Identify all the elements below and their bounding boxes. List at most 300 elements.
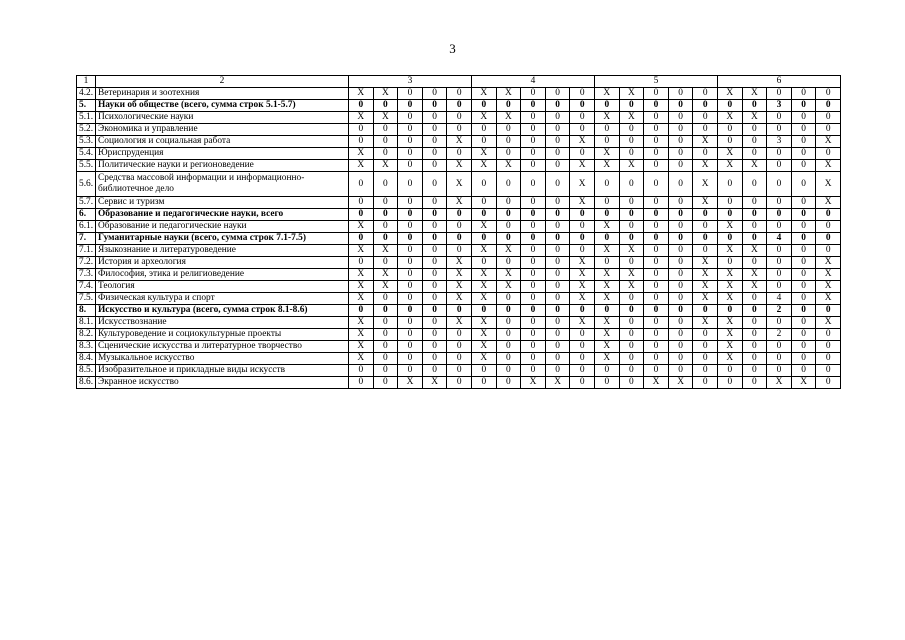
- value-cell: 0: [742, 100, 767, 112]
- value-cell: X: [718, 245, 743, 257]
- value-cell: 0: [742, 209, 767, 221]
- value-cell: X: [742, 88, 767, 100]
- value-cell: 0: [644, 281, 669, 293]
- value-cell: X: [595, 317, 620, 329]
- value-cell: X: [447, 172, 472, 197]
- value-cell: 0: [545, 124, 570, 136]
- table-row: [77, 100, 841, 112]
- value-cell: 0: [619, 100, 644, 112]
- value-cell: X: [816, 269, 841, 281]
- value-cell: 0: [398, 245, 423, 257]
- value-cell: 0: [742, 136, 767, 148]
- value-cell: 0: [791, 221, 816, 233]
- value-cell: X: [349, 293, 374, 305]
- value-cell: 0: [398, 124, 423, 136]
- value-cell: 0: [570, 221, 595, 233]
- value-cell: 0: [570, 305, 595, 317]
- value-cell: 0: [545, 329, 570, 341]
- value-cell: 0: [693, 353, 718, 365]
- value-cell: 0: [644, 233, 669, 245]
- row-number: 8.3.: [77, 341, 96, 353]
- value-cell: X: [570, 269, 595, 281]
- value-cell: 0: [422, 197, 447, 209]
- value-cell: 0: [545, 245, 570, 257]
- value-cell: 0: [545, 100, 570, 112]
- value-cell: X: [693, 172, 718, 197]
- value-cell: 0: [644, 305, 669, 317]
- value-cell: X: [496, 269, 521, 281]
- value-cell: X: [742, 269, 767, 281]
- value-cell: X: [644, 377, 669, 389]
- row-label: Образование и педагогические науки, всего: [96, 209, 349, 221]
- value-cell: 0: [349, 365, 374, 377]
- value-cell: 0: [644, 353, 669, 365]
- value-cell: 0: [693, 88, 718, 100]
- value-cell: 0: [595, 172, 620, 197]
- value-cell: 0: [570, 377, 595, 389]
- value-cell: 0: [791, 305, 816, 317]
- value-cell: 0: [791, 197, 816, 209]
- value-cell: 0: [472, 197, 497, 209]
- value-cell: 0: [718, 365, 743, 377]
- value-cell: X: [447, 160, 472, 172]
- value-cell: 0: [595, 365, 620, 377]
- value-cell: 0: [521, 209, 546, 221]
- value-cell: X: [373, 160, 398, 172]
- value-cell: 0: [791, 88, 816, 100]
- row-number: 5.6.: [77, 172, 96, 197]
- value-cell: X: [373, 88, 398, 100]
- value-cell: 0: [398, 136, 423, 148]
- value-cell: 0: [668, 245, 693, 257]
- value-cell: 0: [398, 305, 423, 317]
- value-cell: 0: [422, 353, 447, 365]
- table-row: [77, 317, 841, 329]
- value-cell: X: [693, 269, 718, 281]
- value-cell: 0: [521, 281, 546, 293]
- value-cell: X: [447, 281, 472, 293]
- value-cell: 0: [472, 257, 497, 269]
- value-cell: 0: [496, 197, 521, 209]
- value-cell: 0: [693, 209, 718, 221]
- value-cell: X: [816, 293, 841, 305]
- value-cell: 0: [767, 197, 792, 209]
- table-row: [77, 172, 841, 197]
- value-cell: 0: [619, 365, 644, 377]
- value-cell: 0: [398, 112, 423, 124]
- value-cell: X: [472, 160, 497, 172]
- row-label: Физическая культура и спорт: [96, 293, 349, 305]
- value-cell: X: [742, 245, 767, 257]
- value-cell: 0: [644, 245, 669, 257]
- value-cell: 0: [767, 341, 792, 353]
- row-label: Языкознание и литературоведение: [96, 245, 349, 257]
- table-row: [77, 329, 841, 341]
- value-cell: 0: [791, 136, 816, 148]
- value-cell: 0: [644, 112, 669, 124]
- value-cell: X: [472, 269, 497, 281]
- row-number: 8.1.: [77, 317, 96, 329]
- value-cell: 0: [619, 293, 644, 305]
- value-cell: 0: [496, 341, 521, 353]
- row-number: 6.1.: [77, 221, 96, 233]
- value-cell: 0: [619, 209, 644, 221]
- value-cell: 0: [791, 100, 816, 112]
- value-cell: 0: [767, 269, 792, 281]
- value-cell: X: [742, 160, 767, 172]
- value-cell: 0: [791, 353, 816, 365]
- value-cell: X: [422, 377, 447, 389]
- value-cell: 0: [373, 293, 398, 305]
- value-cell: 0: [791, 245, 816, 257]
- value-cell: 0: [742, 124, 767, 136]
- value-cell: 0: [668, 293, 693, 305]
- value-cell: 2: [767, 329, 792, 341]
- value-cell: X: [349, 112, 374, 124]
- row-label: Теология: [96, 281, 349, 293]
- table-row: [77, 365, 841, 377]
- value-cell: X: [816, 197, 841, 209]
- value-cell: 0: [619, 233, 644, 245]
- value-cell: 0: [718, 305, 743, 317]
- value-cell: 0: [496, 136, 521, 148]
- value-cell: 0: [545, 112, 570, 124]
- value-cell: X: [693, 257, 718, 269]
- row-label: Науки об обществе (всего, сумма строк 5.1-5.7): [96, 100, 349, 112]
- value-cell: 0: [693, 365, 718, 377]
- value-cell: X: [349, 341, 374, 353]
- value-cell: 0: [742, 329, 767, 341]
- value-cell: 0: [521, 172, 546, 197]
- value-cell: 0: [545, 221, 570, 233]
- header-cell: 2: [96, 76, 349, 88]
- value-cell: X: [570, 257, 595, 269]
- row-label: Философия, этика и религиоведение: [96, 269, 349, 281]
- value-cell: X: [816, 172, 841, 197]
- value-cell: 0: [742, 293, 767, 305]
- value-cell: X: [349, 353, 374, 365]
- value-cell: 0: [545, 269, 570, 281]
- value-cell: X: [595, 245, 620, 257]
- value-cell: X: [496, 112, 521, 124]
- value-cell: 0: [496, 100, 521, 112]
- value-cell: 0: [398, 317, 423, 329]
- value-cell: 0: [767, 317, 792, 329]
- value-cell: X: [595, 329, 620, 341]
- value-cell: 0: [693, 329, 718, 341]
- value-cell: X: [447, 197, 472, 209]
- value-cell: X: [570, 317, 595, 329]
- value-cell: 0: [619, 329, 644, 341]
- header-cell: 1: [77, 76, 96, 88]
- value-cell: 0: [496, 293, 521, 305]
- value-cell: 0: [742, 377, 767, 389]
- row-number: 5.4.: [77, 148, 96, 160]
- value-cell: X: [496, 160, 521, 172]
- value-cell: 0: [398, 293, 423, 305]
- value-cell: X: [619, 112, 644, 124]
- value-cell: 0: [422, 112, 447, 124]
- table-row: [77, 245, 841, 257]
- value-cell: X: [718, 160, 743, 172]
- value-cell: 0: [496, 353, 521, 365]
- value-cell: 0: [472, 124, 497, 136]
- value-cell: X: [570, 197, 595, 209]
- value-cell: X: [472, 148, 497, 160]
- value-cell: 0: [521, 148, 546, 160]
- value-cell: 0: [767, 209, 792, 221]
- value-cell: 0: [644, 257, 669, 269]
- value-cell: 0: [644, 124, 669, 136]
- value-cell: 0: [545, 365, 570, 377]
- value-cell: 0: [521, 136, 546, 148]
- value-cell: 0: [422, 257, 447, 269]
- value-cell: X: [595, 221, 620, 233]
- value-cell: 0: [570, 245, 595, 257]
- value-cell: 0: [496, 209, 521, 221]
- row-label: История и археология: [96, 257, 349, 269]
- value-cell: 0: [472, 209, 497, 221]
- value-cell: 0: [644, 100, 669, 112]
- value-cell: 0: [545, 209, 570, 221]
- value-cell: 0: [349, 377, 374, 389]
- value-cell: 0: [472, 172, 497, 197]
- value-cell: 0: [349, 136, 374, 148]
- row-label: Политические науки и регионоведение: [96, 160, 349, 172]
- value-cell: 0: [816, 233, 841, 245]
- value-cell: 0: [545, 317, 570, 329]
- value-cell: 0: [742, 365, 767, 377]
- row-label: Юриспруденция: [96, 148, 349, 160]
- value-cell: 0: [742, 341, 767, 353]
- value-cell: 0: [373, 148, 398, 160]
- value-cell: 0: [545, 293, 570, 305]
- value-cell: 0: [619, 197, 644, 209]
- value-cell: 0: [521, 160, 546, 172]
- value-cell: X: [447, 257, 472, 269]
- value-cell: X: [349, 221, 374, 233]
- value-cell: X: [373, 112, 398, 124]
- value-cell: 0: [521, 100, 546, 112]
- row-label: Музыкальное искусство: [96, 353, 349, 365]
- value-cell: X: [718, 221, 743, 233]
- value-cell: X: [447, 293, 472, 305]
- value-cell: 0: [816, 88, 841, 100]
- value-cell: 0: [644, 221, 669, 233]
- value-cell: 0: [668, 281, 693, 293]
- value-cell: 0: [718, 209, 743, 221]
- value-cell: X: [521, 377, 546, 389]
- value-cell: 0: [742, 317, 767, 329]
- value-cell: 0: [742, 172, 767, 197]
- value-cell: 0: [373, 257, 398, 269]
- value-cell: X: [545, 377, 570, 389]
- value-cell: X: [496, 281, 521, 293]
- value-cell: 0: [816, 365, 841, 377]
- value-cell: 0: [422, 341, 447, 353]
- value-cell: 0: [398, 341, 423, 353]
- value-cell: 0: [398, 329, 423, 341]
- value-cell: 0: [693, 233, 718, 245]
- value-cell: 0: [595, 136, 620, 148]
- value-cell: 0: [398, 269, 423, 281]
- value-cell: 0: [619, 305, 644, 317]
- value-cell: 0: [496, 148, 521, 160]
- value-cell: 0: [644, 329, 669, 341]
- value-cell: X: [496, 245, 521, 257]
- value-cell: 0: [472, 365, 497, 377]
- value-cell: 0: [791, 341, 816, 353]
- value-cell: 0: [668, 88, 693, 100]
- value-cell: X: [472, 112, 497, 124]
- value-cell: 0: [521, 329, 546, 341]
- table-row: [77, 269, 841, 281]
- header-cell: 6: [718, 76, 841, 88]
- value-cell: 0: [816, 245, 841, 257]
- value-cell: 0: [668, 148, 693, 160]
- value-cell: 0: [767, 353, 792, 365]
- value-cell: 0: [447, 365, 472, 377]
- value-cell: 0: [668, 257, 693, 269]
- value-cell: 0: [398, 197, 423, 209]
- value-cell: 0: [644, 197, 669, 209]
- value-cell: 0: [791, 365, 816, 377]
- value-cell: 0: [767, 172, 792, 197]
- value-cell: 0: [545, 257, 570, 269]
- value-cell: 0: [767, 148, 792, 160]
- value-cell: 0: [595, 257, 620, 269]
- table-row: [77, 160, 841, 172]
- value-cell: 0: [349, 257, 374, 269]
- value-cell: 0: [472, 233, 497, 245]
- value-cell: 0: [644, 293, 669, 305]
- value-cell: 0: [668, 269, 693, 281]
- value-cell: 0: [693, 100, 718, 112]
- value-cell: X: [349, 269, 374, 281]
- value-cell: 0: [644, 317, 669, 329]
- value-cell: X: [595, 281, 620, 293]
- value-cell: 0: [767, 221, 792, 233]
- value-cell: 0: [447, 124, 472, 136]
- value-cell: 0: [644, 365, 669, 377]
- value-cell: 0: [570, 100, 595, 112]
- value-cell: 0: [422, 221, 447, 233]
- value-cell: 0: [595, 124, 620, 136]
- row-label: Экранное искусство: [96, 377, 349, 389]
- value-cell: 0: [422, 329, 447, 341]
- value-cell: 0: [447, 233, 472, 245]
- value-cell: 0: [422, 100, 447, 112]
- value-cell: 0: [422, 233, 447, 245]
- value-cell: 0: [644, 88, 669, 100]
- page-number: 3: [449, 41, 456, 56]
- row-label: Психологические науки: [96, 112, 349, 124]
- value-cell: 3: [767, 100, 792, 112]
- value-cell: 0: [693, 112, 718, 124]
- value-cell: X: [816, 160, 841, 172]
- value-cell: X: [693, 281, 718, 293]
- value-cell: 0: [447, 112, 472, 124]
- value-cell: X: [447, 136, 472, 148]
- value-cell: 0: [668, 209, 693, 221]
- value-cell: 0: [422, 160, 447, 172]
- value-cell: 0: [373, 136, 398, 148]
- value-cell: 0: [496, 257, 521, 269]
- value-cell: 0: [570, 365, 595, 377]
- row-number: 8.2.: [77, 329, 96, 341]
- value-cell: 0: [742, 221, 767, 233]
- value-cell: 0: [373, 329, 398, 341]
- statistics-table: [76, 75, 841, 389]
- row-number: 5.3.: [77, 136, 96, 148]
- value-cell: 0: [767, 160, 792, 172]
- table-row: [77, 257, 841, 269]
- value-cell: 0: [816, 341, 841, 353]
- value-cell: 0: [718, 257, 743, 269]
- value-cell: 0: [447, 209, 472, 221]
- value-cell: 0: [447, 341, 472, 353]
- value-cell: 0: [373, 341, 398, 353]
- value-cell: 0: [718, 136, 743, 148]
- value-cell: X: [816, 257, 841, 269]
- value-cell: 2: [767, 305, 792, 317]
- value-cell: 0: [644, 172, 669, 197]
- value-cell: 0: [398, 209, 423, 221]
- value-cell: X: [595, 353, 620, 365]
- value-cell: 0: [668, 197, 693, 209]
- value-cell: 0: [349, 197, 374, 209]
- value-cell: 0: [791, 257, 816, 269]
- value-cell: X: [570, 293, 595, 305]
- value-cell: 0: [447, 377, 472, 389]
- value-cell: 0: [693, 148, 718, 160]
- value-cell: X: [816, 317, 841, 329]
- row-number: 5.: [77, 100, 96, 112]
- value-cell: 0: [398, 221, 423, 233]
- table-row: [77, 221, 841, 233]
- value-cell: 0: [742, 353, 767, 365]
- row-number: 8.6.: [77, 377, 96, 389]
- row-number: 4.2.: [77, 88, 96, 100]
- value-cell: 0: [398, 257, 423, 269]
- row-label: Средства массовой информации и информационно-библиотечное дело: [96, 172, 349, 197]
- header-cell: 3: [349, 76, 472, 88]
- table-row: [77, 377, 841, 389]
- value-cell: 0: [619, 172, 644, 197]
- value-cell: 0: [767, 88, 792, 100]
- value-cell: 0: [373, 100, 398, 112]
- table-row: [77, 197, 841, 209]
- value-cell: 0: [422, 293, 447, 305]
- table-row: [77, 136, 841, 148]
- value-cell: X: [349, 317, 374, 329]
- value-cell: 0: [349, 100, 374, 112]
- value-cell: 0: [349, 209, 374, 221]
- value-cell: X: [496, 88, 521, 100]
- value-cell: X: [373, 269, 398, 281]
- value-cell: X: [570, 281, 595, 293]
- value-cell: X: [619, 88, 644, 100]
- value-cell: 0: [349, 172, 374, 197]
- value-cell: X: [595, 293, 620, 305]
- value-cell: X: [349, 160, 374, 172]
- row-number: 7.3.: [77, 269, 96, 281]
- value-cell: 0: [447, 221, 472, 233]
- value-cell: 0: [472, 100, 497, 112]
- value-cell: 0: [496, 233, 521, 245]
- value-cell: 0: [693, 377, 718, 389]
- value-cell: 0: [545, 353, 570, 365]
